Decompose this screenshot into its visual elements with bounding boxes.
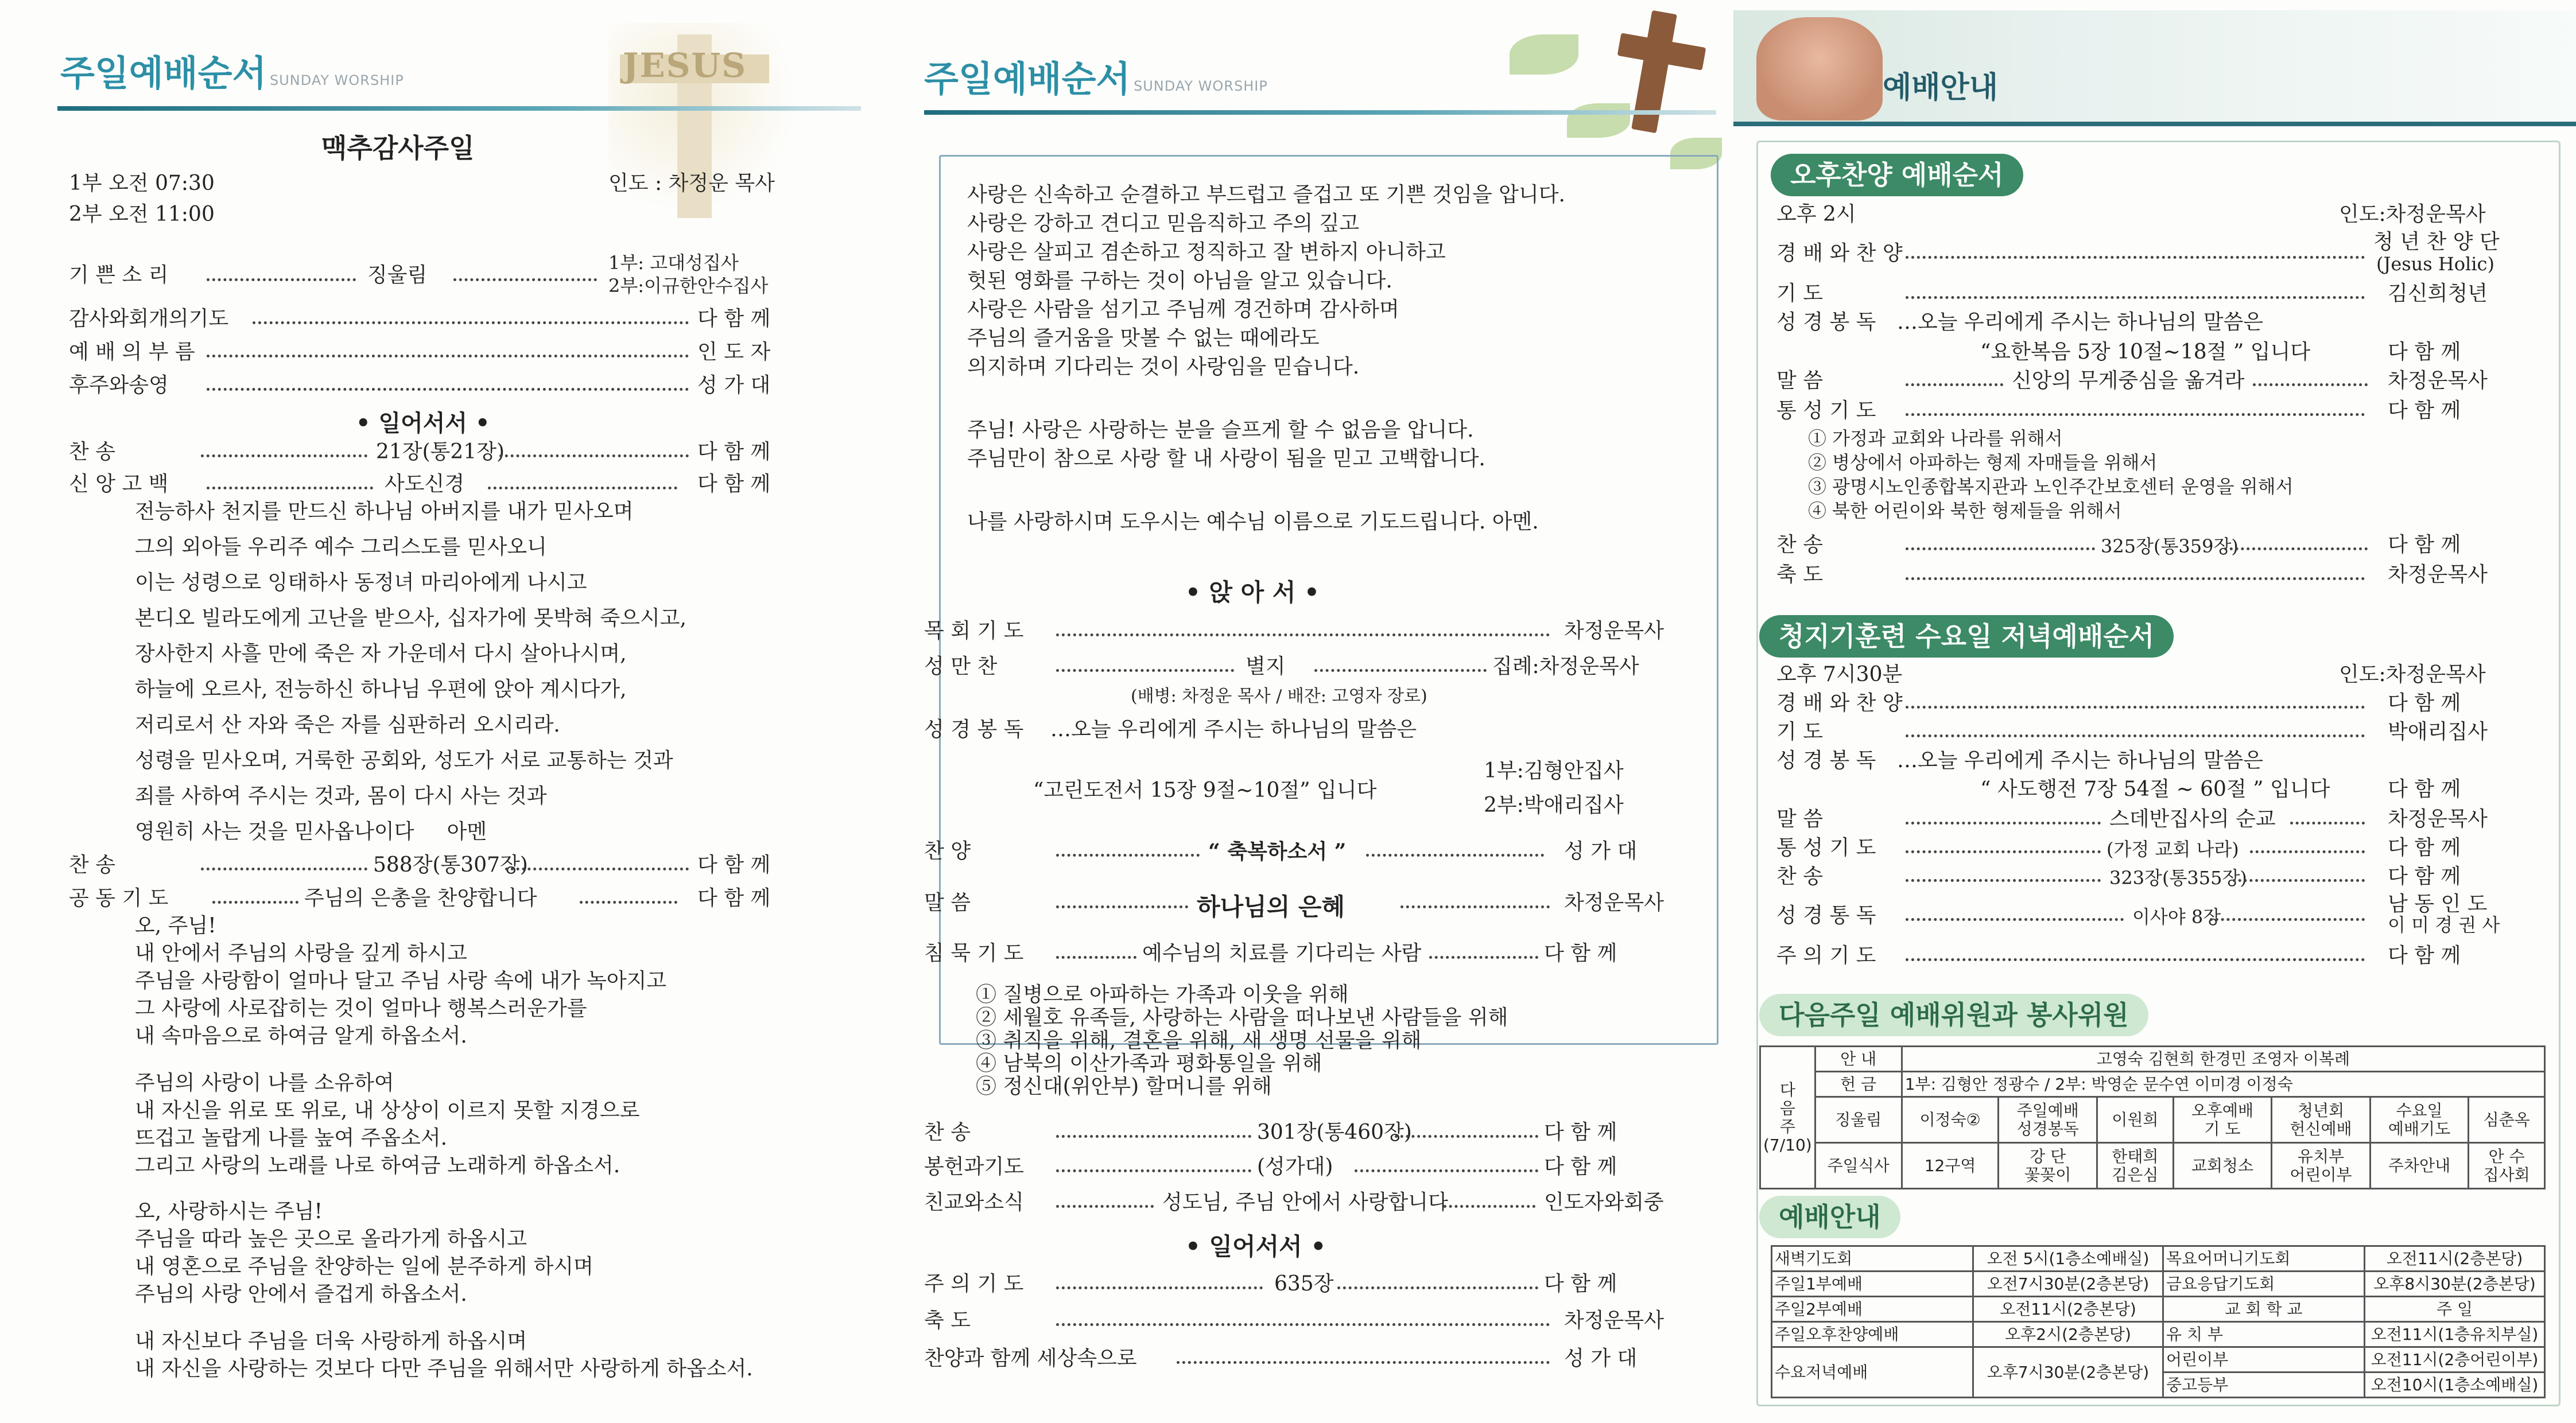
order-right: 차정운목사: [1564, 891, 1664, 915]
order-label: 기 도: [1776, 720, 1823, 744]
leader-dots: [1906, 918, 2124, 921]
order-label: 감사와회개의기도: [69, 307, 229, 331]
order-mid: 21장(통21장): [376, 440, 505, 464]
duty-cell: 교회청소: [2173, 1143, 2272, 1189]
leader-dots: [1906, 383, 2003, 386]
guide-name: 목요어머니기도회: [2163, 1246, 2365, 1272]
duty-cell: 12구역: [1902, 1143, 1999, 1189]
order-label: 주 의 기 도: [924, 1272, 1024, 1296]
order-right: 김신희청년: [2388, 282, 2488, 305]
service-2-time: 2부 오전 11:00: [69, 203, 215, 226]
service-1-time: 1부 오전 07:30: [69, 172, 215, 195]
leader-dots: [1337, 1286, 1538, 1289]
creed-line: 본디오 빌라도에게 고난을 받으사, 십자가에 못박혀 죽으시고,: [135, 606, 686, 630]
order-label: 통 성 기 도: [1776, 399, 1876, 422]
intercession-point: ③ 광명시노인종합복지관과 노인주간보호센터 운영을 위해서: [1808, 476, 2294, 497]
leader-dots: [207, 355, 689, 357]
leader-dots: [2224, 547, 2368, 550]
order-mid: (가정 교회 나라): [2106, 838, 2239, 860]
header-rule: [924, 110, 1716, 115]
committee-value: 고영숙 김현희 한경민 조영자 이복례: [1902, 1047, 2544, 1072]
guide-time: 오전11시(2층본당): [1973, 1297, 2163, 1322]
order-mid: 별지: [1246, 655, 1286, 678]
reading-text: …오늘 우리에게 주시는 하나님의 말씀은: [1897, 749, 2264, 772]
guide-time: 오후7시30분(2층본당): [1973, 1347, 2163, 1398]
section-heading: 예배안내: [1759, 1196, 1900, 1238]
prayer-line: 그 사랑에 사로잡히는 것이 얼마나 행복스러운가를: [135, 997, 587, 1020]
order-right: 다 함 께: [2388, 340, 2461, 364]
guide-name: 중고등부: [2163, 1373, 2365, 1398]
order-mid: 사도신경: [385, 472, 465, 496]
order-right: 다 함 께: [697, 853, 771, 877]
order-right: 1부: 고대성집사: [608, 252, 739, 274]
leader-dots: [1056, 956, 1136, 959]
committee-table: [1759, 1045, 2546, 1189]
order-right: 다 함 께: [2388, 399, 2461, 422]
leader-dots: [2250, 850, 2365, 853]
service-time: 오후 2시: [1776, 203, 1856, 226]
guide-name: 새벽기도회: [1772, 1246, 1973, 1272]
order-label: 기 도: [1776, 282, 1823, 305]
leader-dots: [1056, 1135, 1251, 1138]
guide-name: 유 치 부: [2163, 1322, 2365, 1347]
wooden-cross: [1631, 10, 1677, 133]
leader-dots: [1906, 256, 2365, 259]
guide-name: 주일오후찬양예배: [1772, 1322, 1973, 1347]
leader-dots: [1906, 413, 2365, 416]
order-label: 말 씀: [1776, 807, 1823, 831]
order-mid: 이사야 8장: [2132, 906, 2221, 928]
leader-dots: [253, 321, 689, 324]
love-line: 의지하며 기다리는 것이 사랑임을 믿습니다.: [967, 355, 1360, 379]
praying-hands-image: [1756, 17, 1883, 120]
leader-dots: [1906, 958, 2365, 961]
leader-dots: [488, 487, 677, 489]
love-line: 사랑은 신속하고 순결하고 부드럽고 즐겁고 또 기쁜 것임을 압니다.: [967, 183, 1565, 207]
leader-dots: [1314, 669, 1487, 672]
order-right: 다 함 께: [697, 472, 771, 496]
sit-down-heading: • 앉 아 서 •: [1185, 578, 1320, 606]
prayer-line: 뜨겁고 놀랍게 나를 높여 주옵소서.: [135, 1126, 448, 1150]
day-title: 맥추감사주일: [321, 133, 475, 164]
leader-dots: [1056, 854, 1200, 857]
reading-text: …오늘 우리에게 주시는 하나님의 말씀은: [1897, 310, 2264, 334]
guide-time: 주 일: [2365, 1297, 2545, 1322]
order-right: 성 가 대: [697, 374, 771, 397]
leader-dots: [505, 868, 689, 870]
creed-line: 성령을 믿사오며, 거룩한 공회와, 성도가 서로 교통하는 것과: [135, 749, 673, 772]
guide-name: 주일1부예배: [1772, 1272, 1973, 1297]
order-label: 찬양과 함께 세상속으로: [924, 1347, 1137, 1370]
worship-guide-table: [1771, 1245, 2546, 1398]
order-label: 성 경 봉 독: [924, 718, 1024, 741]
order-right: 다 함 께: [1544, 1272, 1617, 1296]
order-label: 성 경 봉 독: [1776, 749, 1876, 772]
leader-dots: [1366, 854, 1544, 857]
leader-dots: [207, 278, 356, 281]
committee-head: 헌 금: [1815, 1072, 1902, 1097]
leader-dots: [580, 901, 677, 904]
intercession-point: ② 병상에서 아파하는 형제 자매들을 위해서: [1808, 452, 2158, 473]
page-title: 주일예배순서: [60, 52, 267, 94]
leader-dots: [1429, 956, 1538, 959]
order-label: 봉헌과기도: [924, 1155, 1024, 1179]
order-right: 성 가 대: [1564, 1347, 1638, 1370]
love-line: 사랑은 강하고 견디고 믿음직하고 주의 깊고: [967, 212, 1360, 235]
order-label: 찬 송: [69, 440, 115, 464]
order-label: 신 앙 고 백: [69, 472, 169, 496]
left-panel: [0, 0, 878, 1423]
order-right: 다 함 께: [2388, 533, 2461, 557]
leader-dots: [1906, 850, 2101, 853]
leaf-decoration: [1567, 103, 1630, 138]
order-right: 차정운목사: [1564, 619, 1664, 643]
guide-name: 교 회 학 교: [2163, 1297, 2365, 1322]
order-right: 다 함 께: [697, 887, 771, 910]
order-mid: 635장: [1274, 1272, 1334, 1296]
order-label: 말 씀: [1776, 369, 1823, 392]
order-mid: 323장(통355장): [2109, 867, 2247, 889]
order-mid: 신앙의 무게중심을 옮겨라: [2012, 369, 2245, 392]
order-right: 박애리집사: [2388, 720, 2488, 744]
leader-dots: [207, 388, 689, 391]
order-right: 다 함 께: [1544, 1121, 1617, 1144]
intercession-point: ④ 북한 어린이와 북한 형제들을 위해서: [1808, 500, 2122, 522]
creed-line: 영원히 사는 것을 믿사옵나이다 아멘: [135, 820, 487, 843]
header-rule: [1733, 122, 2576, 126]
order-right: 집례:차정운목사: [1492, 655, 1639, 678]
leader-dots: [1056, 905, 1188, 908]
order-label: 성 만 찬: [924, 655, 998, 678]
leader-dots: [1056, 1169, 1251, 1172]
guide-time: 오전7시30분(2층본당): [1973, 1272, 2163, 1297]
side-char: 음: [1779, 1098, 1795, 1118]
prayer-line: 내 영혼으로 주님을 찬양하는 일에 분주하게 하시며: [135, 1255, 593, 1278]
guide-time: 오후8시30분(2층본당): [2365, 1272, 2545, 1297]
prayer-line: 내 자신을 위로 또 위로, 내 상상이 이르지 못할 지경으로: [135, 1099, 640, 1122]
creed-line: 저리로서 산 자와 죽은 자를 심판하러 오시리라.: [135, 713, 560, 737]
leader-dots: [453, 278, 597, 281]
side-char: (7/10): [1763, 1135, 1812, 1154]
prayer-line: 오, 사랑하시는 주님!: [135, 1200, 323, 1223]
leader: 인도:차정운목사: [2339, 663, 2486, 686]
leader-dots: [1395, 1135, 1538, 1138]
order-right: 다 함 께: [697, 307, 771, 331]
section-heading: 오후찬양 예배순서: [1771, 154, 2023, 196]
order-right: 차정운목사: [1564, 1309, 1664, 1332]
prayer-point: ⑤ 정신대(위안부) 할머니를 위해: [976, 1075, 1272, 1098]
guide-name: 금요응답기도회: [2163, 1272, 2365, 1297]
leaf-decoration: [1510, 34, 1578, 75]
reader-1: 1부:김형안집사: [1484, 759, 1624, 783]
reading-ref: “고린도전서 15장 9절~10절” 입니다: [1033, 779, 1377, 802]
order-label: 찬 송: [1776, 865, 1823, 888]
order-right: 청 년 찬 양 단: [2373, 230, 2500, 254]
page-title: 주일예배순서: [924, 58, 1131, 100]
leader-dots: [1056, 1286, 1263, 1289]
order-mid: 주님의 은총을 찬양합니다: [304, 887, 537, 910]
love-line: 주님의 즐거움을 맛볼 수 없는 때에라도: [967, 326, 1320, 350]
guide-time: 오후2시(2층본당): [1973, 1322, 2163, 1347]
leader-dots: [1906, 296, 2365, 299]
section-heading: 다음주일 예배위원과 봉사위원: [1759, 994, 2148, 1036]
committee-head: 안 내: [1815, 1047, 1902, 1072]
leader-dots: [1444, 1205, 1535, 1208]
leader-dots: [2253, 383, 2368, 386]
prayer-point: ④ 남북의 이산가족과 평화통일을 위해: [976, 1052, 1322, 1075]
order-right: 차정운목사: [2388, 807, 2488, 831]
guide-name: 주일2부예배: [1772, 1297, 1973, 1322]
order-mid: (성가대): [1257, 1155, 1333, 1179]
love-line: 주님! 사랑은 사랑하는 분을 슬프게 할 수 없음을 압니다.: [967, 418, 1474, 442]
order-label: 목 회 기 도: [924, 619, 1024, 643]
guide-time: 오전11시(2층어린이부): [2365, 1347, 2545, 1373]
service-time: 오후 7시30분: [1776, 663, 1903, 686]
leader-dots: [1056, 1205, 1154, 1208]
committee-side: [1760, 1047, 1815, 1189]
leader-dots: [499, 454, 689, 457]
leader-dots: [1906, 706, 2365, 709]
section-heading: 청지기훈련 수요일 저녁예배순서: [1759, 615, 2174, 658]
leader-dots: [1906, 547, 2095, 550]
order-right: 남 동 인 도: [2388, 892, 2488, 916]
prayer-line: 내 안에서 주님의 사랑을 깊게 하시고: [135, 942, 467, 965]
order-right: 인 도 자: [697, 340, 771, 364]
creed-line: 장사한지 사흘 만에 죽은 자 가운데서 다시 살아나시며,: [135, 642, 627, 666]
creed-line: 죄를 사하여 주시는 것과, 몸이 다시 사는 것과: [135, 784, 547, 808]
creed-line: 이는 성령으로 잉태하사 동정녀 마리아에게 나시고: [135, 571, 587, 594]
duty-cell: 주일식사: [1815, 1143, 1902, 1189]
love-line: 나를 사랑하시며 도우시는 예수님 이름으로 기도드립니다. 아멘.: [967, 510, 1539, 534]
guide-time: 오전 5시(1층소예배실): [1973, 1246, 2163, 1272]
duty-cell: 유치부 어린이부: [2272, 1143, 2371, 1189]
order-right: 다 함 께: [2388, 944, 2461, 967]
prayer-point: ② 세월호 유족들, 사랑하는 사람을 떠나보낸 사람들을 위해: [976, 1006, 1508, 1029]
prayer-line: 주님의 사랑 안에서 즐겁게 하옵소서.: [135, 1282, 467, 1306]
creed-line: 그의 외아들 우리주 예수 그리스도를 믿사오니: [135, 535, 547, 559]
leader-dots: [2210, 918, 2365, 921]
leader-dots: [2290, 822, 2365, 825]
duty-cell: 수요일 예배기도: [2370, 1097, 2469, 1143]
order-right: 다 함 께: [2388, 865, 2461, 888]
order-right: 다 함 께: [2388, 691, 2461, 715]
duty-cell: 오후예배 기 도: [2173, 1097, 2272, 1143]
order-label: 주 의 기 도: [1776, 944, 1876, 967]
prayer-line: 내 자신보다 주님을 더욱 사랑하게 하옵시며: [135, 1329, 527, 1353]
order-label: 친교와소식: [924, 1191, 1024, 1214]
order-right: 이 미 경 권 사: [2388, 914, 2500, 936]
leader-dots: [1355, 1169, 1538, 1172]
right-panel: [1733, 0, 2576, 1423]
prayer-point: ① 질병으로 아파하는 가족과 이웃을 위해: [976, 983, 1349, 1006]
order-label: 통 성 기 도: [1776, 836, 1876, 860]
order-mid: 301장(통460장): [1257, 1121, 1412, 1144]
order-label: 후주와송영: [69, 374, 169, 397]
prayer-line: 주님의 사랑이 나를 소유하여: [135, 1071, 394, 1095]
intercession-point: ① 가정과 교회와 나라를 위해서: [1808, 427, 2063, 449]
prayer-line: 내 자신을 사랑하는 것보다 다만 주님을 위해서만 사랑하게 하옵소서.: [135, 1357, 753, 1381]
leader-dots: [1056, 633, 1550, 636]
leader: 인도:차정운목사: [2339, 203, 2486, 226]
leader-dots: [1056, 1323, 1550, 1326]
order-label: 축 도: [1776, 563, 1823, 586]
love-line: 사랑은 살피고 겸손하고 정직하고 잘 변하지 아니하고: [967, 240, 1446, 264]
leader-dots: [1400, 905, 1550, 908]
duty-cell: 주차안내: [2370, 1143, 2469, 1189]
prayer-line: 그리고 사랑의 노래를 나로 하여금 노래하게 하옵소서.: [135, 1154, 620, 1177]
order-right: 다 함 께: [1544, 942, 1617, 965]
prayer-line: 오, 주님!: [135, 914, 216, 938]
duty-cell: 안 수 집사회: [2469, 1143, 2545, 1189]
prayer-line: 내 속마음으로 하여금 알게 하옵소서.: [135, 1024, 467, 1048]
prayer-point: ③ 취직을 위해, 결혼을 위해, 새 생명 선물을 위해: [976, 1029, 1422, 1052]
duty-cell: 이정숙②: [1902, 1097, 1999, 1143]
order-right: 다 함 께: [1544, 1155, 1617, 1179]
love-line: 사랑은 사람을 섬기고 주님께 경건하며 감사하며: [967, 298, 1399, 321]
sermon-title: 하나님의 은혜: [1197, 893, 1345, 921]
reading-ref: “요한복음 5장 10절~18절 ” 입니다: [1980, 340, 2311, 364]
side-char: 주: [1779, 1117, 1795, 1136]
order-label: 공 동 기 도: [69, 887, 169, 910]
leader-dots: [1906, 577, 2365, 580]
order-label: 성 경 봉 독: [1776, 310, 1876, 334]
love-line: 주님만이 참으로 사랑 할 내 사랑이 됨을 믿고 고백합니다.: [967, 447, 1485, 471]
order-label: 축 도: [924, 1309, 971, 1332]
reading-ref: “ 사도행전 7장 54절 ~ 60절 ” 입니다: [1980, 777, 2330, 801]
duty-cell: 강 단 꽃꽂이: [1999, 1143, 2097, 1189]
creed-line: 전능하사 천지를 만드신 하나님 아버지를 내가 믿사오며: [135, 500, 634, 523]
order-mid: 325장(통359장): [2101, 535, 2239, 557]
page-subtitle: SUNDAY WORSHIP: [270, 72, 404, 88]
leader-dots: [1177, 1361, 1550, 1364]
jesus-cross-text: JESUS: [623, 46, 747, 85]
page-subtitle: SUNDAY WORSHIP: [1134, 78, 1268, 94]
duty-cell: 이원희: [2097, 1097, 2174, 1143]
side-char: 다: [1779, 1080, 1795, 1099]
creed-line: 하늘에 오르사, 전능하신 하나님 우편에 앉아 계시다가,: [135, 678, 627, 701]
order-right: 다 함 께: [2388, 777, 2461, 801]
order-right: 다 함 께: [697, 440, 771, 464]
guide-name: 어린이부: [2163, 1347, 2365, 1373]
leader-dots: [1906, 879, 2101, 882]
guide-time: 오전11시(1층유치부실): [2365, 1322, 2545, 1347]
leader-dots: [1906, 822, 2101, 825]
order-label: 찬 송: [69, 853, 115, 877]
order-right: 2부:이규한안수집사: [608, 275, 769, 297]
leader-dots: [1056, 669, 1234, 672]
order-mid: 성도님, 주님 안에서 사랑합니다: [1162, 1191, 1448, 1214]
leader-dots: [1906, 734, 2365, 737]
duty-cell: 징울림: [1815, 1097, 1902, 1143]
guide-time: 오전10시(1층소예배실): [2365, 1373, 2545, 1398]
reading-text: …오늘 우리에게 주시는 하나님의 말씀은: [1050, 718, 1417, 741]
order-label: 경 배 와 찬 양: [1776, 691, 1903, 715]
order-label: 기 쁜 소 리: [69, 263, 169, 287]
duty-cell: 한태희 김은심: [2097, 1143, 2174, 1189]
order-label: 말 씀: [924, 891, 971, 915]
duty-cell: 심춘옥: [2469, 1097, 2545, 1143]
header-rule: [57, 106, 861, 111]
order-right: 차정운목사: [2388, 369, 2488, 392]
guide-time: 오전11시(2층본당): [2365, 1246, 2545, 1272]
order-right: 차정운목사: [2388, 563, 2488, 586]
order-label: 침 묵 기 도: [924, 942, 1024, 965]
order-label: 찬 송: [1776, 533, 1823, 557]
stand-up-heading: • 일어서서 •: [1185, 1233, 1326, 1261]
prayer-line: 주님을 따라 높은 곳으로 올라가게 하옵시고: [135, 1227, 527, 1251]
order-label: 경 배 와 찬 양: [1776, 242, 1903, 265]
committee-value: 1부: 김형안 정광수 / 2부: 박영순 문수연 이미경 이정숙: [1902, 1072, 2544, 1097]
order-mid: 스데반집사의 순교: [2109, 807, 2276, 831]
love-line: 헛된 영화를 구하는 것이 아님을 알고 있습니다.: [967, 269, 1392, 293]
leader-dots: [201, 868, 367, 870]
prayer-line: 주님을 사랑함이 얼마나 달고 주님 사랑 속에 내가 녹아지고: [135, 969, 667, 993]
order-mid: 징울림: [367, 263, 428, 287]
order-mid: 예수님의 치료를 기다리는 사람: [1142, 942, 1422, 965]
guide-name: 수요저녁예배: [1772, 1347, 1973, 1398]
leader-dots: [201, 454, 367, 457]
order-right: 다 함 께: [2388, 836, 2461, 860]
order-right: (Jesus Holic): [2376, 253, 2494, 275]
order-right: 성 가 대: [1564, 839, 1638, 863]
order-label: 찬 송: [924, 1121, 971, 1144]
leader-dots: [2233, 879, 2365, 882]
duty-cell: 주일예배 성경봉독: [1999, 1097, 2097, 1143]
middle-panel: [878, 0, 1733, 1423]
order-mid: 588장(통307장): [373, 853, 528, 877]
communion-note: (배병: 차정운 목사 / 배잔: 고영자 장로): [1131, 686, 1427, 706]
page-title: 예배안내: [1883, 71, 1998, 105]
stand-up-heading: • 일어서서 •: [356, 410, 490, 437]
order-label: 찬 양: [924, 839, 971, 863]
leader-dots: [212, 901, 298, 904]
leader-dots: [207, 487, 373, 489]
leader: 인도 : 차정운 목사: [608, 172, 775, 195]
order-mid: “ 축복하소서 ”: [1208, 839, 1347, 864]
order-label: 성 경 통 독: [1776, 904, 1876, 927]
duty-cell: 청년회 헌신예배: [2272, 1097, 2371, 1143]
order-label: 예 배 의 부 름: [69, 340, 195, 364]
reader-2: 2부:박애리집사: [1484, 794, 1624, 817]
order-right: 인도자와회중: [1544, 1191, 1664, 1214]
